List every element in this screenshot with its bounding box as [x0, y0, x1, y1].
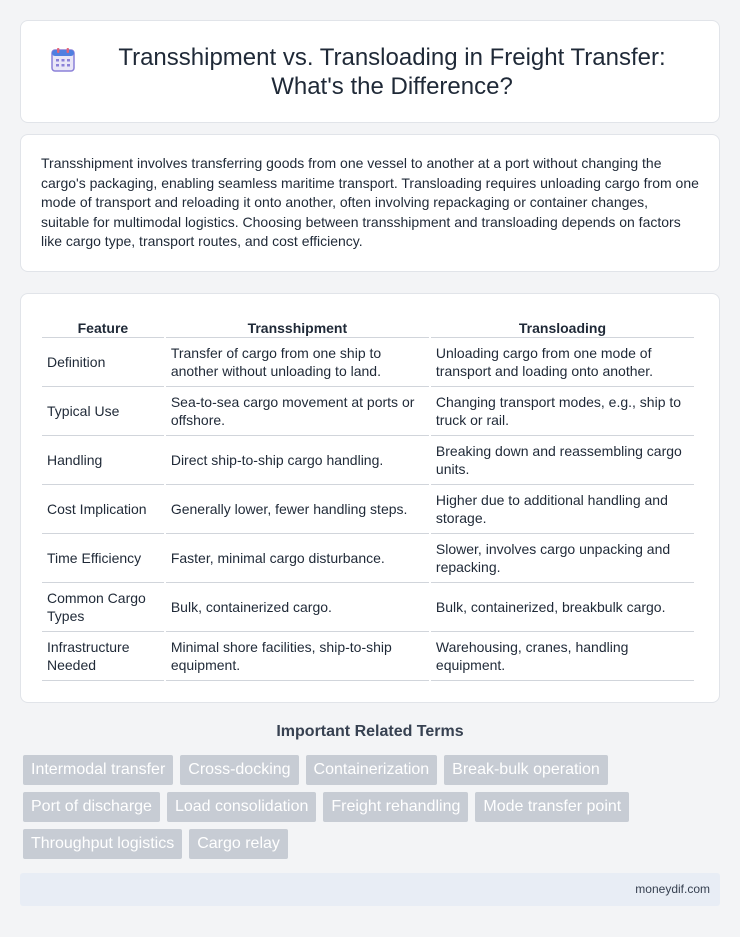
related-term-tag[interactable]: Port of discharge [23, 792, 160, 822]
transloading-cell: Changing transport modes, e.g., ship to truck or rail. [431, 387, 694, 436]
feature-cell: Common Cargo Types [42, 583, 164, 632]
related-terms-list [23, 755, 723, 866]
related-term-tag[interactable]: Cargo relay [189, 829, 288, 859]
related-term-tag[interactable]: Cross-docking [180, 755, 298, 785]
transshipment-cell: Minimal shore facilities, ship-to-ship equipment. [166, 632, 429, 681]
transshipment-cell: Direct ship-to-ship cargo handling. [166, 436, 429, 485]
feature-cell: Cost Implication [42, 485, 164, 534]
transshipment-cell: Bulk, containerized cargo. [166, 583, 429, 632]
footer-site-link[interactable]: moneydif.com [635, 882, 710, 896]
related-term-tag[interactable]: Break-bulk operation [444, 755, 608, 785]
table-header-row [42, 314, 694, 338]
related-term-tag[interactable]: Freight rehandling [323, 792, 468, 822]
related-term-tag[interactable]: Load consolidation [167, 792, 316, 822]
comparison-table-card [20, 293, 720, 703]
title-wrap [50, 43, 690, 101]
related-terms-heading: Important Related Terms [276, 723, 464, 740]
feature-cell: Time Efficiency [42, 534, 164, 583]
title-card [20, 20, 720, 123]
header-transshipment: Transshipment [166, 314, 429, 338]
related-term-tag[interactable]: Containerization [306, 755, 438, 785]
transshipment-cell: Generally lower, fewer handling steps. [166, 485, 429, 534]
page-title: Transshipment vs. Transloading in Freight Transfer: What's the Difference? [118, 43, 666, 100]
related-term-tag[interactable]: Intermodal transfer [23, 755, 173, 785]
calendar-icon [50, 47, 76, 73]
transshipment-cell: Sea-to-sea cargo movement at ports or offshore. [166, 387, 429, 436]
intro-text: Transshipment involves transferring goods from one vessel to another at a port without changing the cargo's packaging, enabling seamless maritime transport. Transloading requires unloading cargo from one mode of transport and reloading it onto another, often involving repackaging or container changes, suitable for multimodal logistics. Choosing between transshipment and transloading depends on factors like cargo type, transport routes, and cost efficiency. [41, 155, 699, 249]
feature-cell: Definition [42, 338, 164, 387]
header-feature: Feature [42, 314, 164, 338]
related-term-tag[interactable]: Throughput logistics [23, 829, 182, 859]
transloading-cell: Unloading cargo from one mode of transport and loading onto another. [431, 338, 694, 387]
comparison-table [40, 314, 696, 681]
transloading-cell: Higher due to additional handling and storage. [431, 485, 694, 534]
transloading-cell: Slower, involves cargo unpacking and repacking. [431, 534, 694, 583]
related-term-tag[interactable]: Mode transfer point [475, 792, 629, 822]
table-row [42, 338, 694, 387]
table-row [42, 583, 694, 632]
intro-card [20, 134, 720, 272]
feature-cell: Handling [42, 436, 164, 485]
transshipment-cell: Faster, minimal cargo disturbance. [166, 534, 429, 583]
table-row [42, 387, 694, 436]
transshipment-cell: Transfer of cargo from one ship to another without unloading to land. [166, 338, 429, 387]
header-transloading: Transloading [431, 314, 694, 338]
table-row [42, 534, 694, 583]
feature-cell: Infrastructure Needed [42, 632, 164, 681]
transloading-cell: Warehousing, cranes, handling equipment. [431, 632, 694, 681]
transloading-cell: Breaking down and reassembling cargo units. [431, 436, 694, 485]
transloading-cell: Bulk, containerized, breakbulk cargo. [431, 583, 694, 632]
table-row [42, 436, 694, 485]
table-row [42, 485, 694, 534]
feature-cell: Typical Use [42, 387, 164, 436]
table-row [42, 632, 694, 681]
footer [20, 873, 720, 906]
